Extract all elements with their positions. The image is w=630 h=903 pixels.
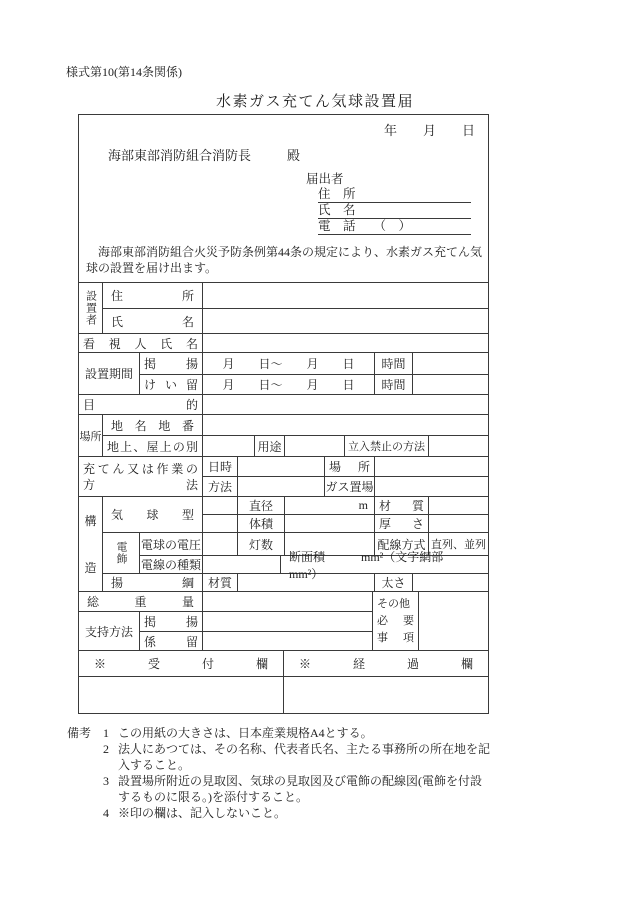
ground-roof-value: [203, 436, 255, 457]
remark-item: 3 設置場所附近の見取図、気球の見取図及び電飾の配線図(電飾を付設するものに限る。)を添付すること。: [103, 774, 482, 804]
total-weight-value: [203, 592, 373, 612]
diameter-label: 直径: [238, 497, 285, 515]
balloon-type-label: 気球型: [103, 497, 203, 533]
weight-support-band: [79, 592, 488, 651]
form-number: 様式第10(第14条関係): [66, 65, 182, 79]
purpose-value: [203, 395, 488, 415]
name-label: 氏 名: [318, 203, 356, 217]
addressee-line: [108, 145, 300, 164]
form-table: [79, 282, 488, 713]
installer-address-label: 住所: [103, 283, 203, 309]
other-items-label: その他 必要 事項: [373, 592, 419, 651]
place-name-label: 地名地番: [103, 415, 203, 436]
rope-thickness-label: 太さ: [375, 574, 413, 592]
office-use-header-row: [79, 651, 488, 677]
wire-type-label: 電線の種類: [140, 558, 201, 572]
rope-row: [103, 574, 488, 592]
structure-band: [79, 497, 488, 592]
rope-label: 揚綱: [103, 574, 203, 592]
form-box: [78, 114, 489, 714]
period-hoist-dates: 月 日～ 月 日: [203, 353, 375, 375]
filling-datetime-label: 日時: [203, 457, 238, 477]
period-moor-time-label: 時間: [375, 375, 413, 395]
structure-label: 構 造: [79, 497, 103, 592]
lamp-count-label: 灯数: [238, 533, 285, 556]
rope-material-label: 材質: [203, 574, 238, 592]
diameter-value: m: [285, 497, 375, 515]
use-label: 用途: [255, 436, 285, 457]
volume-value: [285, 515, 375, 533]
balloon-band: [103, 497, 488, 533]
bulb-voltage-label: 電球の電圧: [140, 533, 203, 556]
page-title: 水素ガス充てん気球設置届: [215, 94, 414, 110]
notifier-label: 届出者: [306, 172, 344, 186]
remark-item: 4 ※印の欄は、記入しないこと。: [103, 806, 287, 820]
address-label: 住 所: [318, 187, 356, 201]
period-band: [79, 353, 488, 395]
period-moor-label: けい留: [140, 375, 203, 395]
balloon-type-value: [203, 497, 238, 515]
illumination-label: 電飾: [103, 533, 140, 574]
reception-column-header: ※受付欄: [79, 651, 284, 677]
place-label: 場所: [79, 415, 103, 457]
thickness-label: 厚さ: [375, 515, 429, 533]
illumination-band: [103, 533, 488, 581]
wire-type-value: [203, 556, 281, 574]
addressee: 海部東部消防組合消防長: [108, 148, 252, 163]
progress-column-header: ※経過欄: [284, 651, 488, 677]
support-moor-label: 係留: [140, 632, 203, 651]
support-moor-value: [203, 632, 373, 651]
filling-method-label: 方法: [203, 477, 238, 497]
progress-column-value: [284, 677, 488, 713]
notifier-name-field: [318, 203, 471, 219]
use-value: [285, 436, 345, 457]
support-label: 支持方法: [79, 612, 140, 651]
remark-item: 2 法人にあつては、その名称、代表者氏名、主たる事務所の所在地を記入すること。: [103, 742, 491, 772]
volume-label: 体積: [238, 515, 285, 533]
watcher-row: [79, 334, 488, 353]
remark-item: 1 この用紙の大きさは、日本産業規格A4とする。: [103, 726, 373, 740]
place-name-value: [203, 415, 488, 436]
period-hoist-label: 掲揚: [140, 353, 203, 375]
installer-address-value: [203, 283, 488, 309]
total-weight-label: 総重量: [79, 592, 203, 612]
place-band: [79, 415, 488, 457]
notifier-address-field: [318, 187, 471, 203]
gas-storage-label: ガス置場: [325, 477, 375, 497]
filling-label: 充てん又は作業の 方法: [79, 457, 203, 497]
other-items-value: [419, 592, 488, 651]
period-moor-time-value: [413, 375, 488, 395]
material-label: 材質: [375, 497, 429, 515]
reception-column-value: [79, 677, 284, 713]
installer-label: 設置者: [79, 283, 103, 334]
filling-method-value: [238, 477, 325, 497]
remarks-section: [67, 725, 493, 821]
date-line: 年 月 日: [383, 123, 475, 138]
notifier-phone-field: [318, 219, 471, 235]
filling-place-value: [375, 457, 488, 477]
watcher-value: [203, 334, 488, 353]
gas-storage-value: [375, 477, 488, 497]
notifier-block: [306, 169, 471, 235]
filling-band: [79, 457, 488, 497]
phone-label: 電 話: [318, 219, 356, 233]
honorific: 殿: [287, 148, 301, 163]
material-value: [429, 497, 488, 515]
installer-name-value: [203, 309, 488, 334]
office-use-blank-row: [79, 677, 488, 713]
keepout-label: 立入禁止の方法: [345, 436, 429, 457]
filling-datetime-value: [238, 457, 325, 477]
wiring-method-label: 配線方式: [375, 533, 429, 556]
period-label: 設置期間: [79, 353, 140, 395]
bulb-voltage-value: [203, 533, 238, 556]
period-hoist-time-label: 時間: [375, 353, 413, 375]
phone-paren: （ ）: [373, 219, 412, 233]
remarks-list: [103, 725, 493, 821]
keepout-value: [429, 436, 488, 457]
rope-thickness-value: [413, 574, 488, 592]
remarks-label: 備考: [67, 726, 92, 740]
thickness-value: [429, 515, 488, 533]
declaration-text: 海部東部消防組合火災予防条例第44条の規定により、水素ガス充てん気球の設置を届け出ます。: [86, 245, 483, 275]
support-hoist-label: 掲揚: [140, 612, 203, 632]
period-moor-dates: 月 日～ 月 日: [203, 375, 375, 395]
rope-material-value: [238, 574, 375, 592]
watcher-label: 看視人氏名: [79, 334, 203, 353]
filling-place-label: 場所: [325, 457, 375, 477]
wiring-method-value: 直列、並列: [429, 533, 488, 556]
ground-roof-label: 地上、屋上の別: [103, 436, 203, 457]
period-hoist-time-value: [413, 353, 488, 375]
support-hoist-value: [203, 612, 373, 632]
cross-section-cell: 断面積 mm²（文字網部 mm²）: [281, 556, 488, 574]
purpose-label: 目的: [79, 395, 203, 415]
purpose-row: [79, 395, 488, 415]
balloon-type-value2: [203, 515, 238, 533]
installer-name-label: 氏名: [103, 309, 203, 334]
installer-band: [79, 283, 488, 334]
